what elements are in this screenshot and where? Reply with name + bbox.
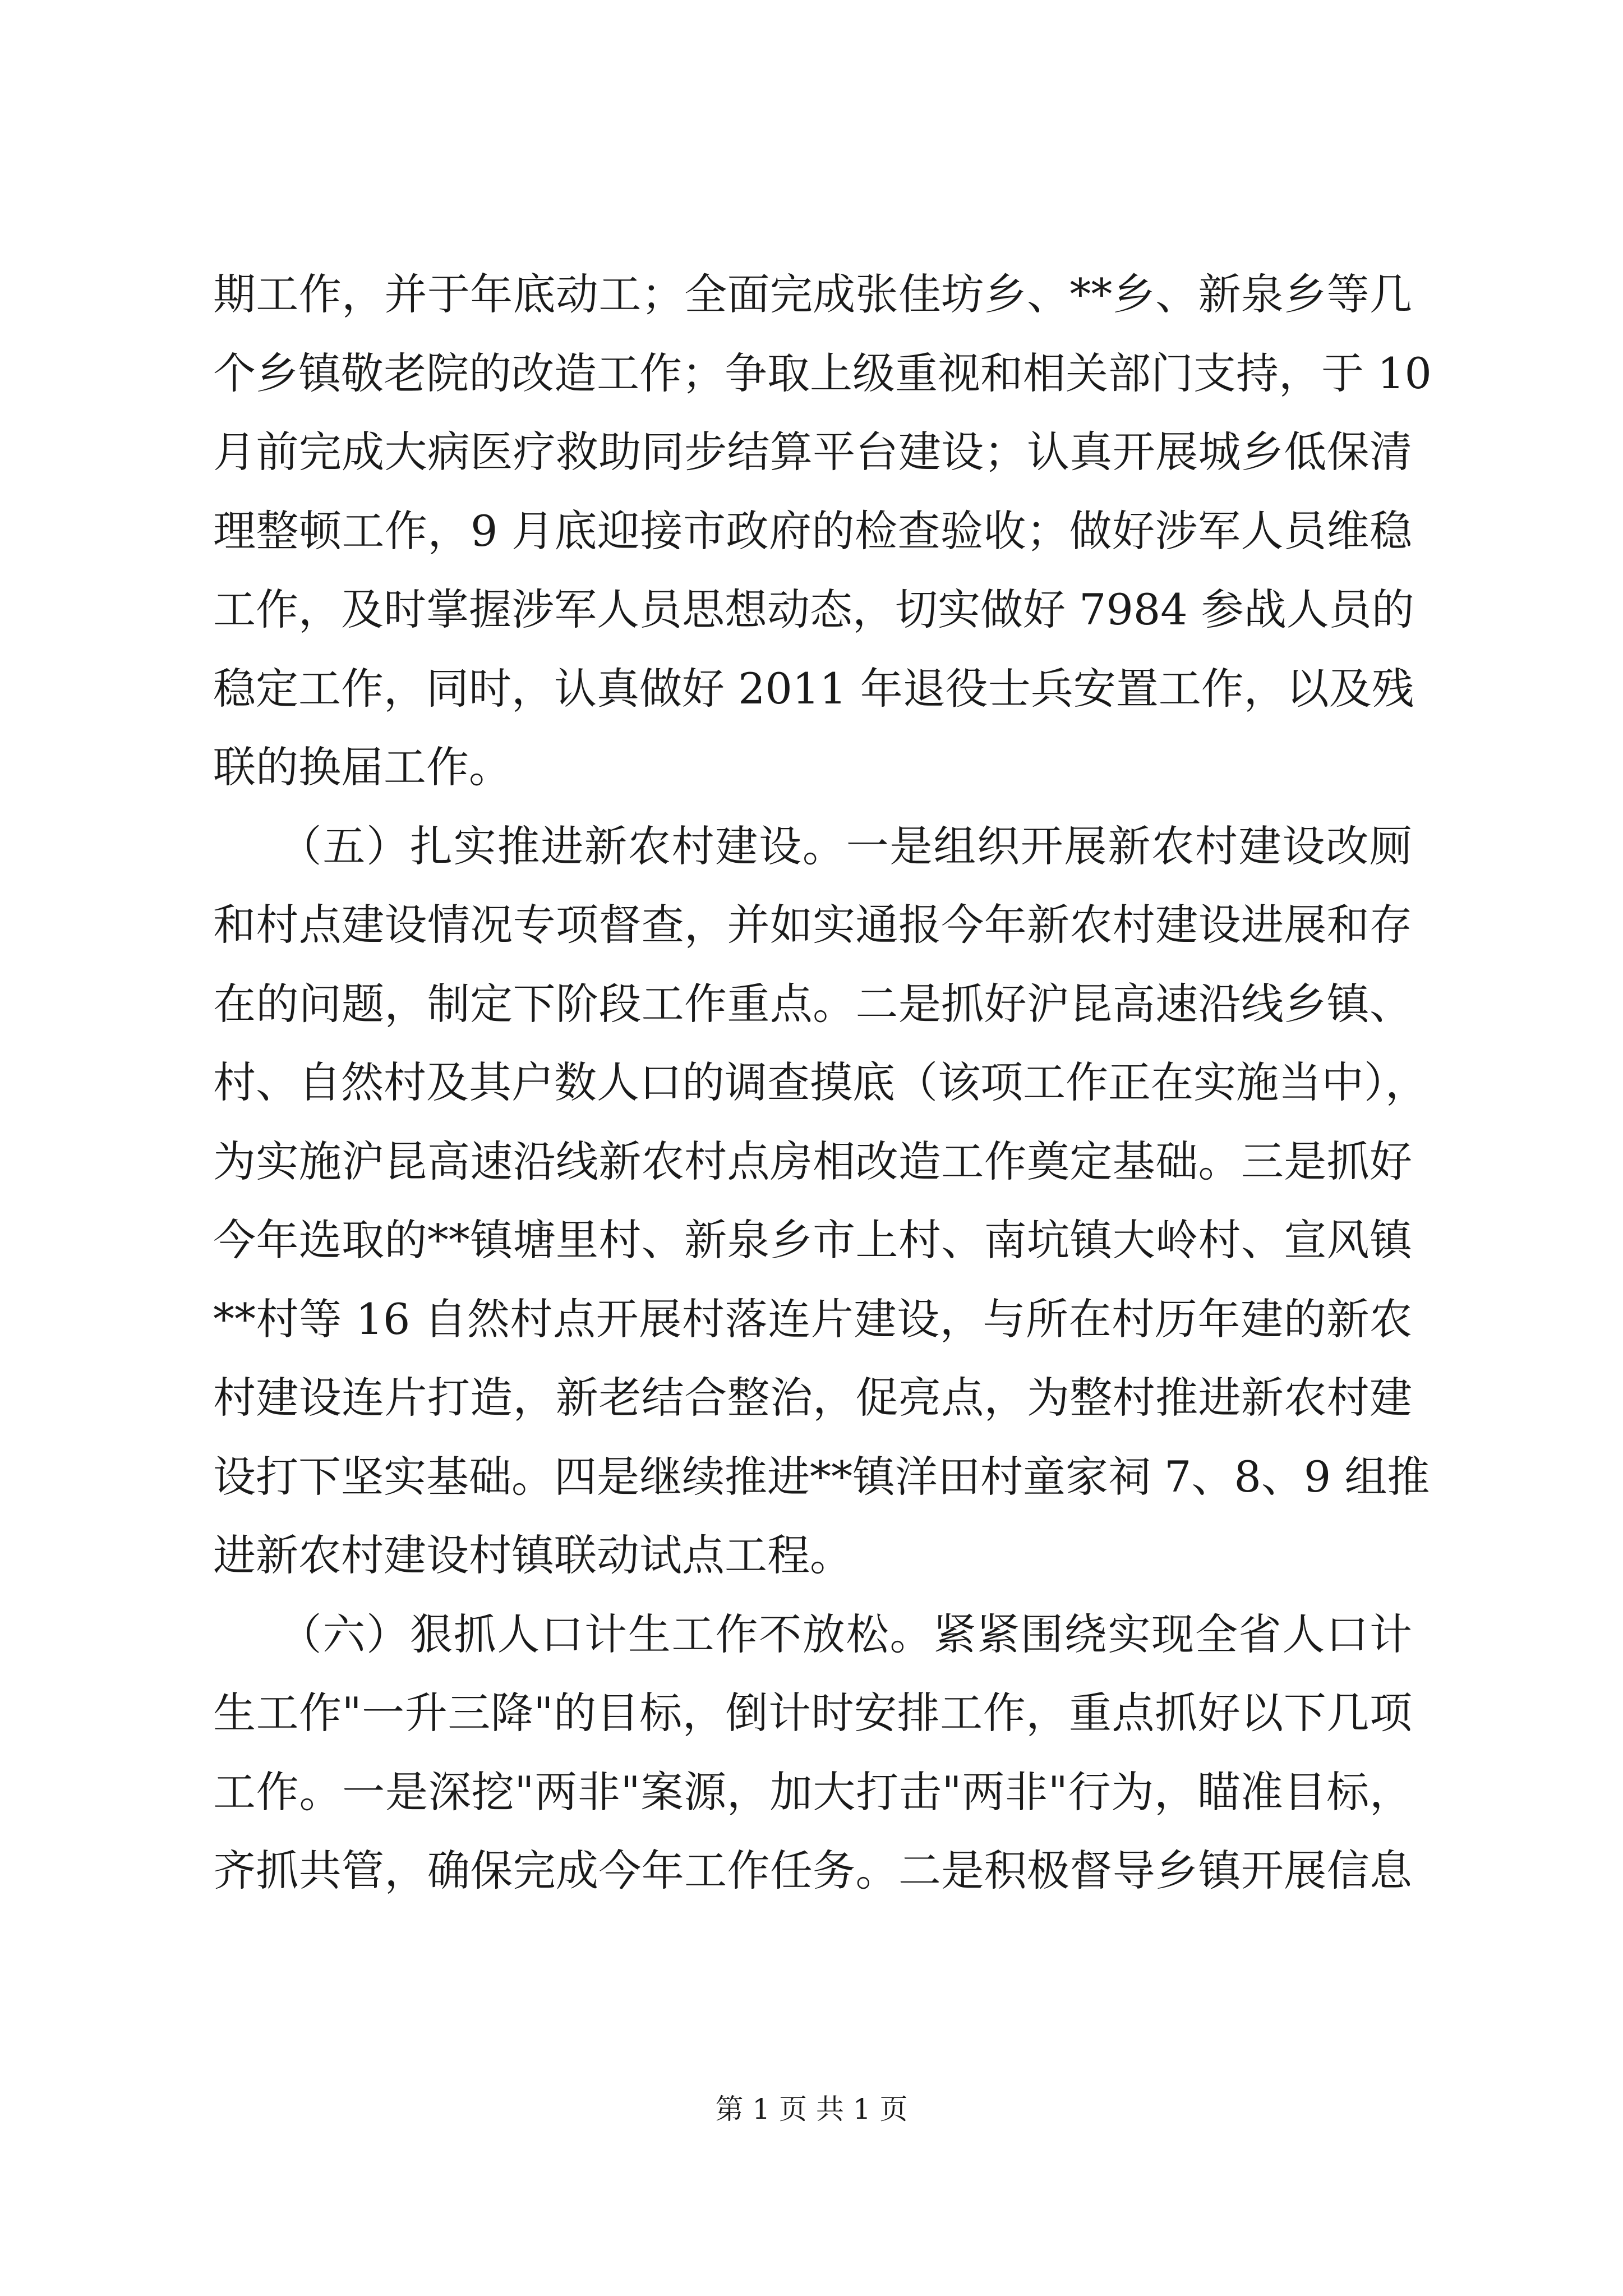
- text-line: （六）狠抓人口计生工作不放松。紧紧围绕实现全省人口计: [213, 1609, 1412, 1659]
- text-line: 生工作"一升三降"的目标，倒计时安排工作，重点抓好以下几项: [213, 1688, 1412, 1738]
- text-line: 为实施沪昆高速沿线新农村点房相改造工作奠定基础。三是抓好: [213, 1136, 1412, 1186]
- text-line: 齐抓共管，确保完成今年工作任务。二是积极督导乡镇开展信息: [213, 1846, 1412, 1895]
- text-line: **村等 16 自然村点开展村落连片建设，与所在村历年建的新农: [213, 1294, 1412, 1344]
- text-line: 工作，及时掌握涉军人员思想动态，切实做好 7984 参战人员的: [213, 585, 1414, 634]
- text-line: 个乡镇敬老院的改造工作；争取上级重视和相关部门支持，于 10: [213, 348, 1432, 398]
- text-line: 在的问题，制定下阶段工作重点。二是抓好沪昆高速沿线乡镇、: [213, 978, 1412, 1029]
- text-line: （五）扎实推进新农村建设。一是组织开展新农村建设改厕: [213, 821, 1412, 871]
- page-number-footer: 第 1 页 共 1 页: [715, 2093, 908, 2125]
- text-line: 期工作，并于年底动工；全面完成张佳坊乡、**乡、新泉乡等几: [213, 269, 1412, 319]
- text-line: 今年选取的**镇塘里村、新泉乡市上村、南坑镇大岭村、宣风镇: [213, 1215, 1412, 1265]
- text-line: 进新农村建设村镇联动试点工程。: [213, 1530, 852, 1580]
- text-line: 设打下坚实基础。四是继续推进**镇洋田村童家祠 7、8、9 组推: [213, 1451, 1430, 1502]
- text-line: 稳定工作，同时，认真做好 2011 年退役士兵安置工作，以及残: [213, 663, 1414, 714]
- text-line: 村建设连片打造，新老结合整治，促亮点，为整村推进新农村建: [213, 1373, 1412, 1423]
- text-line: 村、自然村及其户数人口的调查摸底（该项工作正在实施当中），: [213, 1057, 1428, 1107]
- text-line: 和村点建设情况专项督查，并如实通报今年新农村建设进展和存: [213, 900, 1412, 950]
- text-line: 理整顿工作，9 月底迎接市政府的检查验收；做好涉军人员维稳: [213, 505, 1412, 556]
- text-line: 工作。一是深挖"两非"案源，加大打击"两非"行为，瞄准目标，: [213, 1766, 1412, 1817]
- document-body: [213, 255, 1432, 1911]
- text-line: 月前完成大病医疗救助同步结算平台建设；认真开展城乡低保清: [213, 427, 1412, 477]
- text-line: 联的换届工作。: [213, 742, 511, 792]
